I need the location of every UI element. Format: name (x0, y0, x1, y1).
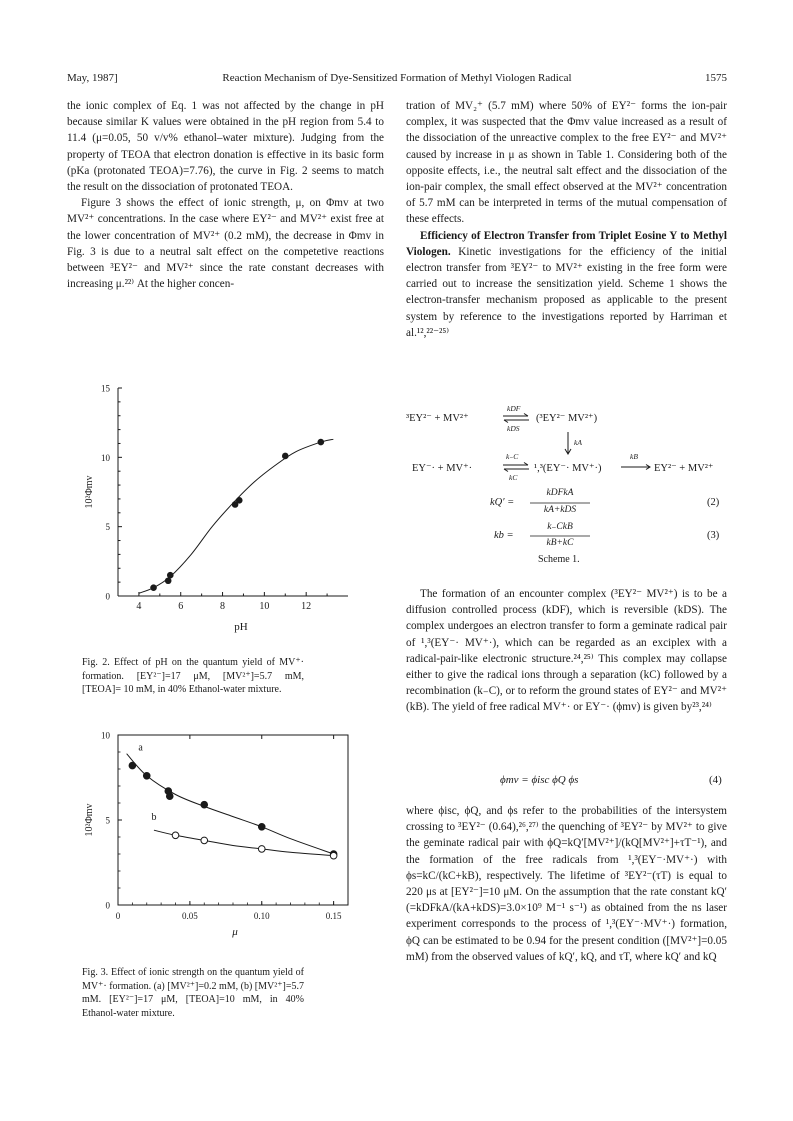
scheme-radical-ions: EY⁻· + MV⁺· (412, 463, 473, 474)
right-column-top (406, 98, 727, 341)
header-title: Reaction Mechanism of Dye-Sensitized Formation of Methyl Viologen Radical (222, 72, 572, 84)
eq2-lhs: kQ′ = (490, 497, 515, 508)
fig3-point-a (201, 801, 208, 808)
fig3-x-tick-label: 0.15 (325, 911, 342, 921)
equilibrium-arrow-2 (502, 462, 530, 472)
left-column (67, 98, 384, 292)
eq2-denominator: kA+kDS (543, 505, 577, 515)
fig3-point-b (201, 837, 208, 844)
fig2-data-point (282, 453, 289, 460)
fig3-caption: Fig. 3. Effect of ionic strength on the quantum yield of MV⁺· formation. (a) [MV²⁺]=0.2 mM, (b) [MV²⁺]=5.7 mM. [EY²⁻]=17 μM, [TEOA]=10 mM, in 40% Ethanol-water mixture. (82, 967, 304, 1019)
fig2-data-point (236, 497, 243, 504)
left-paragraph-2: Figure 3 shows the effect of ionic strength, μ, on Φmv at two MV²⁺ concentrations. In the case where EY²⁻ and MV²⁺ exist free at the lower concentration of MV²⁺ (0.2 mM), the decrease in Φmv in Fig. 3 is due to a neutral salt effect on the competetive reactions between ³EY²⁻ and MV²⁺ since the rate constant decreases with increasing μ.²²⁾ At the higher concen- (67, 197, 384, 291)
fig2-y-tick-label: 5 (105, 522, 110, 533)
down-arrow (564, 432, 572, 456)
fig3-point-b (172, 832, 179, 839)
header-date: May, 1987] (67, 72, 118, 84)
section-heading: Efficiency of Electron Transfer from Triplet Eosine Y to Methyl Viologen. (406, 229, 727, 258)
equation-4-number: (4) (709, 774, 722, 786)
left-paragraph-1: the ionic complex of Eq. 1 was not affected by the change in pH because similar K values were obtained in the pH region from 5.4 to 11.4 (μ=0.05, 50 v/v% ethanol–water mixture). Judging from the property of TEOA that electron donation is effective in its basic form (pKa (protonated TEOA)=7.76), the curve in Fig. 2 seems to match the result on the dissociation of protonated TEOA. (67, 100, 384, 194)
fig2-data-point (167, 572, 174, 579)
eq2-numerator: kDFkA (546, 488, 574, 498)
scheme-ground-states: EY²⁻ + MV²⁺ (654, 463, 714, 474)
scheme-k-a: kA (574, 438, 582, 447)
fig2-fit-curve (139, 439, 333, 593)
fig3-x-axis-label: μ (232, 926, 238, 938)
fig3-x-tick-label: 0.05 (182, 911, 198, 921)
fig2-y-tick-label: 15 (101, 383, 110, 394)
fig3-series-label-a: a (138, 742, 143, 754)
right-column-bottom (406, 803, 727, 965)
fig3-point-a (143, 773, 150, 780)
fig2-y-tick-label: 10 (101, 452, 110, 463)
fig3-x-tick-label: 0.10 (253, 911, 270, 921)
forward-arrow (620, 464, 652, 470)
fig3-series-label-b: b (151, 812, 157, 824)
fig2-x-tick-label: 8 (220, 601, 226, 612)
fig3-point-a (129, 762, 136, 769)
fig3-y-tick-label: 5 (105, 815, 110, 826)
fig2-x-tick-label: 4 (136, 601, 142, 612)
eq3-fraction-bar (530, 535, 590, 537)
right-paragraph-3: The formation of an encounter complex (³EY²⁻ MV²⁺) is to be a diffusion controlled process (kDF), which is reversible (kDS). The complex undergoes an electron transfer to form a geminate radical pair of ¹,³(EY⁻· MV⁺·), which can be regarded as an exciplex with a radical-pair-like electronic structure.²⁴,²⁵⁾ This complex may collapse either to give the radical ions through a separation (kC) followed by a recombination (k₋C), or to reform the ground states of EY²⁻ and MV²⁺ (kB). The yield of free radical MV⁺· or EY⁻· (ϕmv) is given by²³,²⁴⁾ (406, 588, 727, 714)
fig3-point-a (166, 793, 173, 800)
eq2-fraction-bar (530, 502, 590, 504)
right-paragraph-2: Kinetic investigations for the efficiency of the initial electron transfer from ³EY²⁻ to MV²⁺ existing in the free form were carried out to increase the sensitization yield. Scheme 1 shows the electron-transfer mechanism proposed as applicable to the present system by reference to the investigations reported by Harriman et al.¹²,²²⁻²⁵⁾ (406, 245, 727, 339)
scheme-1 (406, 404, 727, 584)
fig2-x-tick-label: 6 (178, 601, 184, 612)
fig3-chart (78, 727, 358, 957)
fig2-y-axis-label: 10²Φmv (84, 475, 95, 509)
fig2-x-tick-label: 10 (259, 601, 270, 612)
equilibrium-arrow-1 (502, 413, 530, 423)
eq3-numerator: k₋CkB (547, 522, 573, 532)
fig3-point-a (258, 824, 265, 831)
scheme-k-ds: kDS (507, 424, 520, 433)
fig3-point-b (258, 846, 265, 853)
eq3-lhs: kb = (494, 530, 514, 541)
fig2-chart (78, 380, 358, 640)
fig3-curve-b (154, 830, 334, 856)
scheme-k-c: kC (509, 473, 518, 482)
eq3-denominator: kB+kC (546, 538, 574, 548)
right-paragraph-1: tration of MV₂⁺ (5.7 mM) where 50% of EY²⁻ forms the ion-pair complex, it was suspected that the Φmv value increased as a result of the dissociation of the unreactive complex to the free EY²⁻ and MV²⁺ caused by increase in μ as shown in Table 1. Considering both of the opposite effects, i.e., the neutral salt effect and the dissociation of the ion-pair complex, the small effect observed at the MV²⁺ concentration of 5.7 mM can be interpreted in terms of the mutual compensation of these effects. (406, 100, 727, 226)
fig2-x-tick-label: 12 (301, 601, 312, 612)
scheme-k-df: kDF (507, 404, 521, 413)
right-column-middle (406, 586, 727, 716)
fig2-caption: Fig. 2. Effect of pH on the quantum yield of MV⁺· formation. [EY²⁻]=17 μM, [MV²⁺]=5.7 mM, [TEOA]= 10 mM, in 40% Ethanol-water mixture. (82, 657, 304, 695)
fig2-y-tick-label: 0 (105, 591, 110, 602)
fig2-data-point (318, 439, 325, 446)
fig3-y-axis-label: 10²Φmv (84, 803, 95, 837)
fig2-data-point (150, 584, 157, 591)
scheme-encounter-complex: (³EY²⁻ MV²⁺) (536, 413, 598, 424)
fig3-point-b (330, 852, 337, 859)
fig3-x-tick-label: 0 (115, 911, 121, 921)
fig3-curve-a (127, 754, 334, 854)
right-paragraph-4: where ϕisc, ϕQ, and ϕs refer to the probabilities of the intersystem crossing to ³EY²⁻ (0.64),²⁶,²⁷⁾ the quenching of ³EY²⁻ by MV²⁺ to give the geminate radical pair with ϕQ=kQ′[MV²⁺]/(kQ[MV²⁺]+τT⁻¹), and the formation of the free radicals from ¹,³(EY⁻·MV⁺·) with ϕs=kC/(kC+kB), respectively. The lifetime of ³EY²⁻(τT) is equal to 220 μs at [EY²⁻]=10 μM. On the assumption that the rate constant kQ′ (=kDFkA/(kA+kDS)=3.0×10⁹ M⁻¹ s⁻¹) as obtained from the ns laser experiment corresponds to the process of ¹,³(EY⁻·MV⁺·) formation, ϕQ can be estimated to be 0.94 for the present condition ([MV²⁺]=0.05 mM) from the observed values of kQ′, kQ, and τT, where kQ′ and kQ (406, 805, 727, 963)
scheme-radical-pair: ¹,³(EY⁻· MV⁺·) (534, 463, 602, 474)
scheme-reactants: ³EY²⁻ + MV²⁺ (406, 413, 469, 424)
scheme-k-b: kB (630, 452, 638, 461)
eq2-number: (2) (707, 497, 720, 508)
fig3-y-tick-label: 0 (105, 900, 110, 911)
scheme-label: Scheme 1. (538, 554, 580, 565)
fig2-x-axis-label: pH (234, 621, 248, 633)
eq3-number: (3) (707, 530, 720, 541)
scheme-k-minus-c: k₋C (506, 452, 519, 461)
equation-4: ϕmv = ϕisc ϕQ ϕs (500, 774, 579, 786)
fig3-y-tick-label: 10 (101, 730, 110, 741)
header-page-number: 1575 (705, 72, 727, 84)
